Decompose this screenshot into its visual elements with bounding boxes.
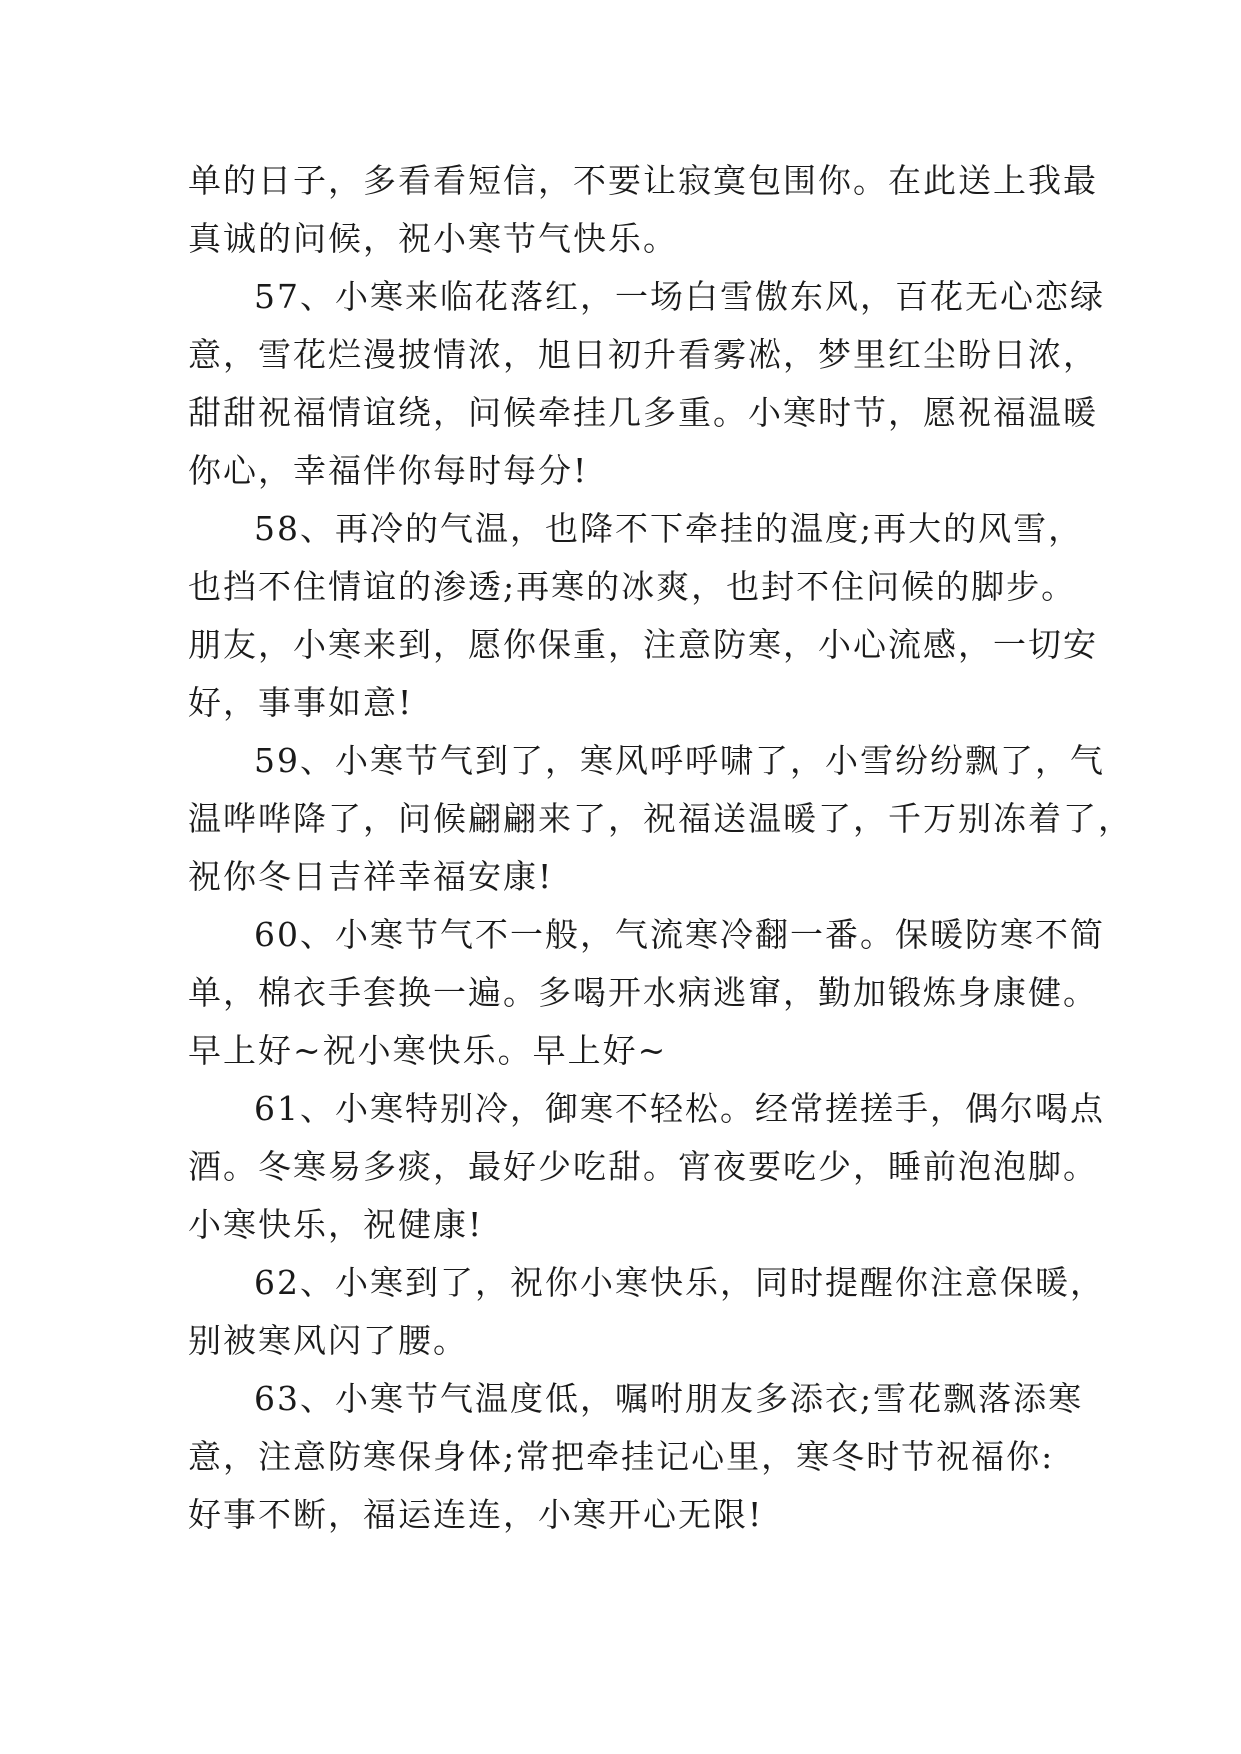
text-line: 温哗哗降了，问候翩翩来了，祝福送温暖了，千万别冻着了， <box>188 799 1133 838</box>
text-line: 你心，幸福伴你每时每分! <box>188 451 589 490</box>
text-line: 甜甜祝福情谊绕，问候牵挂几多重。小寒时节，愿祝福温暖 <box>188 393 1098 432</box>
text-line: 朋友，小寒来到，愿你保重，注意防寒，小心流感，一切安 <box>188 625 1098 664</box>
paragraph-57-start: 57、小寒来临花落红，一场白雪傲东风，百花无心恋绿 <box>254 277 1105 316</box>
document-body <box>188 152 1133 1544</box>
text-line: 意，雪花烂漫披情浓，旭日初升看雾凇，梦里红尘盼日浓， <box>188 335 1098 374</box>
text-line: 小寒快乐，祝健康! <box>188 1205 484 1244</box>
paragraph-63-start: 63、小寒节气温度低，嘱咐朋友多添衣;雪花飘落添寒 <box>254 1379 1084 1418</box>
text-line: 早上好~祝小寒快乐。早上好~ <box>188 1031 668 1070</box>
text-line: 单，棉衣手套换一遍。多喝开水病逃窜，勤加锻炼身康健。 <box>188 973 1098 1012</box>
text-line: 单的日子，多看看短信，不要让寂寞包围你。在此送上我最 <box>188 161 1098 200</box>
text-line: 好事不断，福运连连，小寒开心无限! <box>188 1495 764 1534</box>
paragraph-58-start: 58、再冷的气温，也降不下牵挂的温度;再大的风雪， <box>254 509 1084 548</box>
paragraph-59-start: 59、小寒节气到了，寒风呼呼啸了，小雪纷纷飘了，气 <box>254 741 1105 780</box>
paragraph-62-start: 62、小寒到了，祝你小寒快乐，同时提醒你注意保暖， <box>254 1263 1105 1302</box>
paragraph-61-start: 61、小寒特别冷，御寒不轻松。经常搓搓手，偶尔喝点 <box>254 1089 1105 1128</box>
text-line: 意，注意防寒保身体;常把牵挂记心里，寒冬时节祝福你: <box>188 1437 1055 1476</box>
text-line: 真诚的问候，祝小寒节气快乐。 <box>188 219 678 258</box>
text-line: 祝你冬日吉祥幸福安康! <box>188 857 554 896</box>
text-line: 别被寒风闪了腰。 <box>188 1321 468 1360</box>
text-line: 酒。冬寒易多痰，最好少吃甜。宵夜要吃少，睡前泡泡脚。 <box>188 1147 1098 1186</box>
text-line: 也挡不住情谊的渗透;再寒的冰爽，也封不住问候的脚步。 <box>188 567 1077 606</box>
paragraph-60-start: 60、小寒节气不一般，气流寒冷翻一番。保暖防寒不简 <box>254 915 1105 954</box>
text-line: 好，事事如意! <box>188 683 414 722</box>
